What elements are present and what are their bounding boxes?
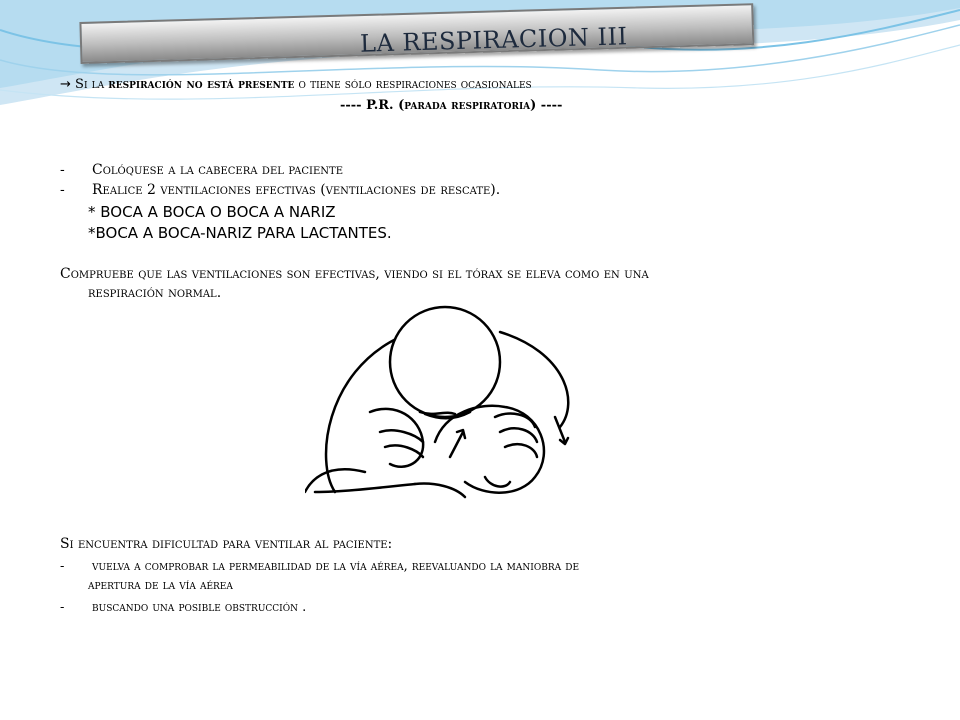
bullet-dash: - — [60, 162, 65, 178]
arrow-icon: → — [60, 77, 71, 92]
difficulty-heading: Si encuentra dificultad para ventilar al paciente: — [60, 536, 393, 552]
sub-item: *BOCA A BOCA-NARIZ PARA LACTANTES. — [88, 224, 392, 242]
intro-prefix: Si la — [70, 77, 109, 92]
bullet-dash: - — [60, 182, 65, 198]
rescue-breathing-illustration — [305, 292, 605, 532]
difficulty-item-cont: apertura de la vía aérea — [88, 578, 233, 593]
bullet-text: Realice 2 ventilaciones efectivas (ventilaciones de rescate). — [92, 182, 501, 198]
intro-bold: respiración no está presente — [108, 77, 295, 92]
difficulty-item — [60, 600, 306, 615]
sub-item: * BOCA A BOCA O BOCA A NARIZ — [88, 203, 336, 221]
intro-line — [60, 77, 532, 92]
difficulty-text: vuelva a comprobar la permeabilidad de la vía aérea, reevaluando la maniobra de — [92, 559, 580, 574]
difficulty-item — [60, 559, 579, 574]
difficulty-text: buscando una posible obstrucción . — [92, 600, 307, 615]
check-line: Compruebe que las ventilaciones son efectivas, viendo si el tórax se eleva como en una — [60, 266, 649, 282]
bullet-item — [60, 182, 500, 198]
check-line-cont: respiración normal. — [88, 285, 222, 301]
intro-suffix: o tiene sólo respiraciones ocasionales — [294, 77, 532, 92]
slide-title: LA RESPIRACION III — [359, 22, 628, 58]
bullet-item — [60, 162, 343, 178]
bullet-dash: - — [60, 559, 65, 574]
pr-line: ---- P.R. (parada respiratoria) ---- — [340, 98, 563, 113]
bullet-text: Colóquese a la cabecera del paciente — [92, 162, 343, 178]
bullet-dash: - — [60, 600, 65, 615]
